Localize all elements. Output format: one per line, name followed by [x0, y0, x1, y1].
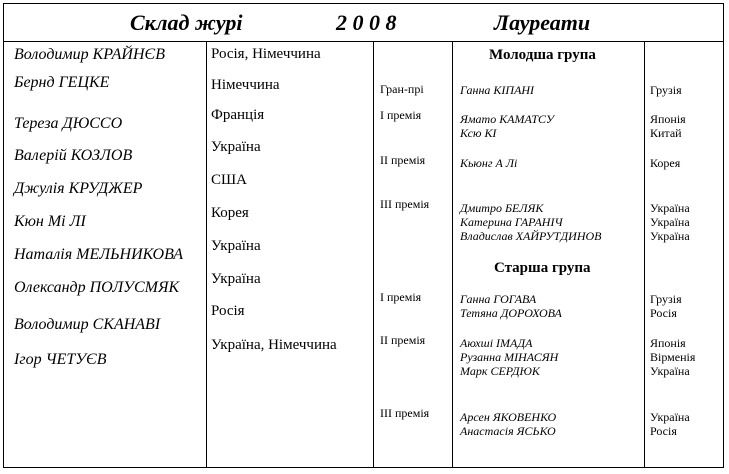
prize-label: Гран-прі [380, 82, 424, 96]
laureate-name: Катерина ГАРАНІЧ [460, 215, 563, 229]
juror-country: Україна, Німеччина [211, 337, 337, 353]
prize-label: І премія [380, 108, 422, 122]
juror-country: Росія, Німеччина [211, 46, 321, 62]
laureate-country: Україна [650, 229, 690, 243]
juror-name: Володимир КРАЙНЄВ [14, 46, 165, 63]
juror-name: Олександр ПОЛУСМЯК [14, 279, 180, 296]
laureate-name: Анастасія ЯСЬКО [460, 424, 556, 438]
juror-name: Тереза ДЮССО [14, 115, 123, 132]
laureate-country: Вірменія [650, 350, 696, 364]
juror-name: Кюн Мі ЛІ [14, 213, 86, 230]
prize-label: ІІІ премія [380, 197, 430, 211]
juror-name: Ігор ЧЕТУЄВ [14, 351, 107, 368]
laureate-name: Ксю КІ [460, 126, 497, 140]
laureate-country: Росія [650, 424, 677, 438]
laureates-title: Лауреати [494, 10, 591, 35]
jury-laureates-table [3, 3, 724, 468]
laureate-name: Дмитро БЕЛЯК [460, 201, 544, 215]
header-divider [4, 41, 723, 42]
juror-country: Франція [211, 107, 265, 123]
juror-country: Україна [211, 238, 261, 254]
laureate-name: Ганна ГОГАВА [460, 292, 537, 306]
juror-country: Німеччина [211, 77, 280, 93]
laureate-name: Ямато КАМАТСУ [460, 112, 554, 126]
juror-country: Росія [211, 303, 245, 319]
laureate-country: Україна [650, 215, 690, 229]
juror-name: Бернд ГЕЦКЕ [14, 74, 110, 91]
laureate-country: Корея [650, 156, 681, 170]
juror-country: Корея [211, 205, 249, 221]
laureate-country: Китай [650, 126, 682, 140]
laureate-country: Україна [650, 410, 690, 424]
juror-name: Володимир СКАНАВІ [14, 316, 161, 333]
junior-group-title: Молодша група [489, 47, 596, 63]
senior-group-title: Старша група [494, 260, 591, 276]
prize-label: ІІ премія [380, 153, 426, 167]
laureate-name: Рузанна МІНАСЯН [460, 350, 559, 364]
laureate-name: Тетяна ДОРОХОВА [460, 306, 562, 320]
column-divider [644, 41, 645, 467]
laureate-country: Японія [650, 112, 686, 126]
juror-name: Наталія МЕЛЬНИКОВА [14, 246, 184, 263]
laureate-country: Японія [650, 336, 686, 350]
juror-country: Україна [211, 271, 261, 287]
year-title: 2 0 0 8 [336, 10, 397, 35]
jury-title: Склад журі [130, 10, 243, 35]
juror-country: Україна [211, 139, 261, 155]
laureate-name: Аюхші ІМАДА [460, 336, 533, 350]
laureate-name: Владислав ХАЙРУТДИНОВ [460, 229, 602, 243]
prize-label: І премія [380, 290, 422, 304]
laureate-name: Кьюнг А Лі [460, 156, 518, 170]
laureate-country: Грузія [650, 292, 682, 306]
laureate-country: Росія [650, 306, 677, 320]
laureate-country: Україна [650, 201, 690, 215]
column-divider [373, 41, 374, 467]
juror-name: Джулія КРУДЖЕР [14, 180, 143, 197]
column-divider [206, 41, 207, 467]
laureate-name: Ганна КІПАНІ [460, 83, 535, 97]
laureate-country: Україна [650, 364, 690, 378]
column-divider [452, 41, 453, 467]
prize-label: ІІ премія [380, 333, 426, 347]
laureate-name: Арсен ЯКОВЕНКО [460, 410, 557, 424]
prize-label: ІІІ премія [380, 406, 430, 420]
juror-name: Валерій КОЗЛОВ [14, 147, 133, 164]
juror-country: США [211, 172, 247, 188]
laureate-name: Марк СЕРДЮК [460, 364, 540, 378]
laureate-country: Грузія [650, 83, 682, 97]
